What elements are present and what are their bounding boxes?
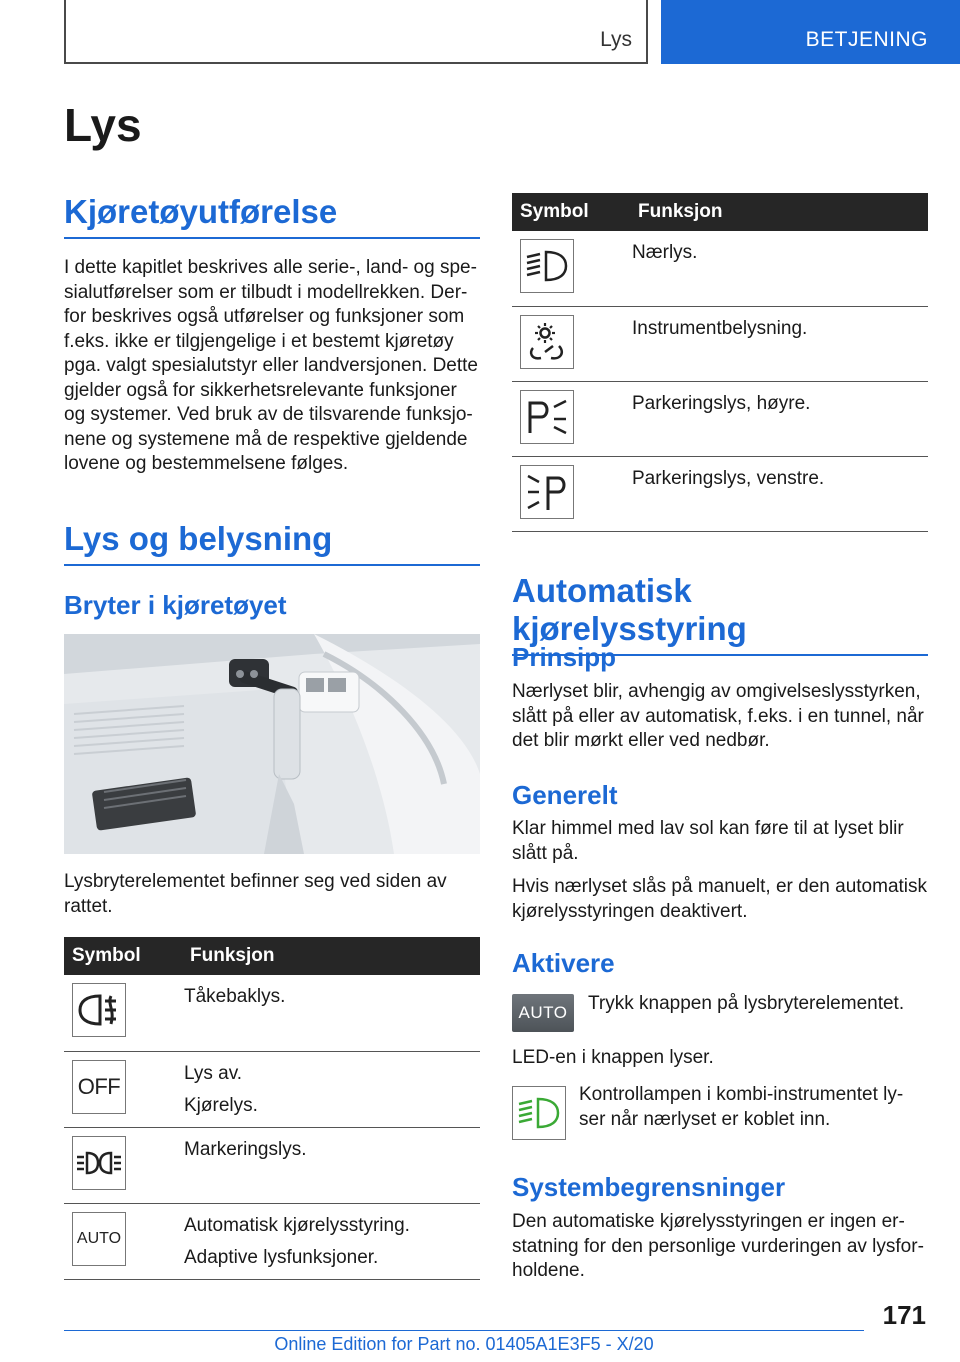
auto-button-icon <box>512 994 574 1032</box>
text-line: nene og systemene må de respektive gjeldende <box>64 428 468 450</box>
symbol-cell <box>64 1051 182 1127</box>
function-cell <box>182 1051 480 1127</box>
fog-light-icon <box>72 983 126 1037</box>
header-section-title: Lys <box>600 28 632 51</box>
function-cell <box>182 975 480 1051</box>
symbol-cell <box>64 975 182 1051</box>
header-chapter-title: BETJENING <box>805 28 928 51</box>
table-row <box>512 231 928 306</box>
auto-icon-text: AUTO <box>76 1229 122 1247</box>
column-header-symbol: Symbol <box>64 937 182 975</box>
text-line: og systemer. Ved bruk av de tilsvarende funksjo- <box>64 404 473 425</box>
text-line: Klar himmel med lav sol kan føre til at lyset blir <box>512 818 904 839</box>
header-chapter-box <box>661 0 960 64</box>
heading-switch: Bryter i kjøretøyet <box>64 590 287 620</box>
column-header-symbol: Symbol <box>512 193 630 231</box>
heading-principle: Prinsipp <box>512 642 617 672</box>
low-beam-icon <box>520 239 574 293</box>
heading-lights: Lys og belysning <box>64 520 480 566</box>
symbol-table-left <box>64 937 480 1280</box>
text-line: sialutførelser som er tilbudt i modellrekken. Der- <box>64 281 468 303</box>
low-beam-indicator-icon <box>512 1086 566 1140</box>
table-header-row <box>512 193 928 231</box>
parking-light-left-icon <box>520 465 574 519</box>
text-line: Lysbryterelementet befinner seg ved siden av <box>64 871 447 892</box>
column-header-function: Funksjon <box>630 193 928 231</box>
text-line: Nærlyset blir, avhengig av omgivelseslysstyrken, <box>512 681 921 702</box>
off-icon-text: OFF <box>77 1073 121 1099</box>
table-header-row <box>64 937 480 975</box>
column-header-function: Funksjon <box>182 937 480 975</box>
auto-button-label: AUTO <box>518 1003 568 1022</box>
symbol-cell <box>512 456 630 531</box>
heading-system-limits: Systembegrensninger <box>512 1172 786 1202</box>
parking-light-right-icon <box>520 390 574 444</box>
function-text: Nærlys. <box>632 242 698 263</box>
function-cell <box>630 231 928 306</box>
footer-divider <box>64 1330 864 1331</box>
photo-caption <box>64 870 484 919</box>
text-line: pga. valgt spesialutstyr eller landversjonen. Dette <box>64 355 479 376</box>
table-row <box>64 1127 480 1203</box>
limits-text <box>512 1210 942 1284</box>
text-line: f.eks. ikke er tilgjengelige i et bestemt kjøretøy <box>64 330 454 352</box>
function-text: Parkeringslys, høyre. <box>632 392 811 414</box>
table-row <box>64 1203 480 1279</box>
symbol-cell <box>512 231 630 306</box>
text-line: Kontrollampen i kombi-instrumentet ly- <box>579 1084 904 1105</box>
function-text: Tåkebaklys. <box>184 986 286 1007</box>
text-line: rattet. <box>64 895 113 917</box>
symbol-table-right <box>512 193 928 532</box>
general-text-1 <box>512 817 942 866</box>
text-line: slått på. <box>512 842 579 864</box>
text-line: kjørelysstyringen deaktivert. <box>512 900 748 922</box>
principle-text <box>512 680 942 754</box>
page-title: Lys <box>64 99 142 151</box>
heading-automatic-light-control: Automatisk kjørelysstyring <box>512 572 928 656</box>
table-row <box>512 306 928 381</box>
function-cell <box>630 381 928 456</box>
table-row <box>512 456 928 531</box>
function-text: Instrumentbelysning. <box>632 317 808 339</box>
symbol-cell <box>512 381 630 456</box>
text-line: lovene og bestemmelsene følges. <box>64 453 349 474</box>
auto-icon <box>72 1212 126 1266</box>
function-text: Lys av. <box>184 1062 243 1084</box>
general-text-2 <box>512 875 942 924</box>
table-row <box>512 381 928 456</box>
heading-activate: Aktivere <box>512 948 615 978</box>
text-line: det blir mørkt eller ved nedbør. <box>512 730 770 751</box>
indicator-text <box>579 1083 939 1132</box>
function-cell <box>182 1127 480 1203</box>
heading-general: Generelt <box>512 780 618 810</box>
vehicle-equipment-text <box>64 256 484 477</box>
footer-edition-text: Online Edition for Part no. 01405A1E3F5 - X/20 <box>274 1334 654 1354</box>
text-line: for beskrives også utførelser og funksjoner som <box>64 306 465 327</box>
side-marker-light-icon <box>72 1136 126 1190</box>
function-text: Automatisk kjørelysstyring. <box>184 1214 410 1236</box>
symbol-cell <box>512 306 630 381</box>
function-text: Kjørelys. <box>184 1094 258 1116</box>
photo-illustration <box>64 634 480 854</box>
header-section-box <box>64 0 648 64</box>
table-row <box>64 1051 480 1127</box>
text-line: holdene. <box>512 1260 585 1281</box>
off-icon <box>72 1060 126 1114</box>
text-line: ser når nærlyset er koblet inn. <box>579 1108 831 1130</box>
text-line: gjelder også for sikkerhetsrelevante funksjoner <box>64 379 457 401</box>
function-cell <box>630 456 928 531</box>
text-line: I dette kapitlet beskrives alle serie-, land- og spe- <box>64 257 477 278</box>
symbol-cell <box>64 1127 182 1203</box>
table-row <box>64 975 480 1051</box>
page-number: 171 <box>882 1300 926 1330</box>
function-text: Markeringslys. <box>184 1138 307 1160</box>
text-line: slått på eller av automatisk, f.eks. i en tunnel, når <box>512 705 924 727</box>
heading-vehicle-equipment: Kjøretøyutførelse <box>64 193 480 239</box>
light-switch-photo <box>64 634 480 854</box>
instrument-lighting-icon <box>520 315 574 369</box>
text-line: Hvis nærlyset slås på manuelt, er den automatisk <box>512 876 928 897</box>
text-line: statning for den personlige vurderingen av lysfor- <box>512 1235 924 1257</box>
function-text: Parkeringslys, venstre. <box>632 467 825 489</box>
symbol-cell <box>64 1203 182 1279</box>
function-cell <box>182 1203 480 1279</box>
function-cell <box>630 306 928 381</box>
activate-text: Trykk knappen på lysbryterelementet. <box>588 993 905 1014</box>
text-line: Den automatiske kjørelysstyringen er ingen er- <box>512 1211 905 1232</box>
led-text: LED-en i knappen lyser. <box>512 1047 714 1068</box>
function-text: Adaptive lysfunksjoner. <box>184 1246 379 1268</box>
